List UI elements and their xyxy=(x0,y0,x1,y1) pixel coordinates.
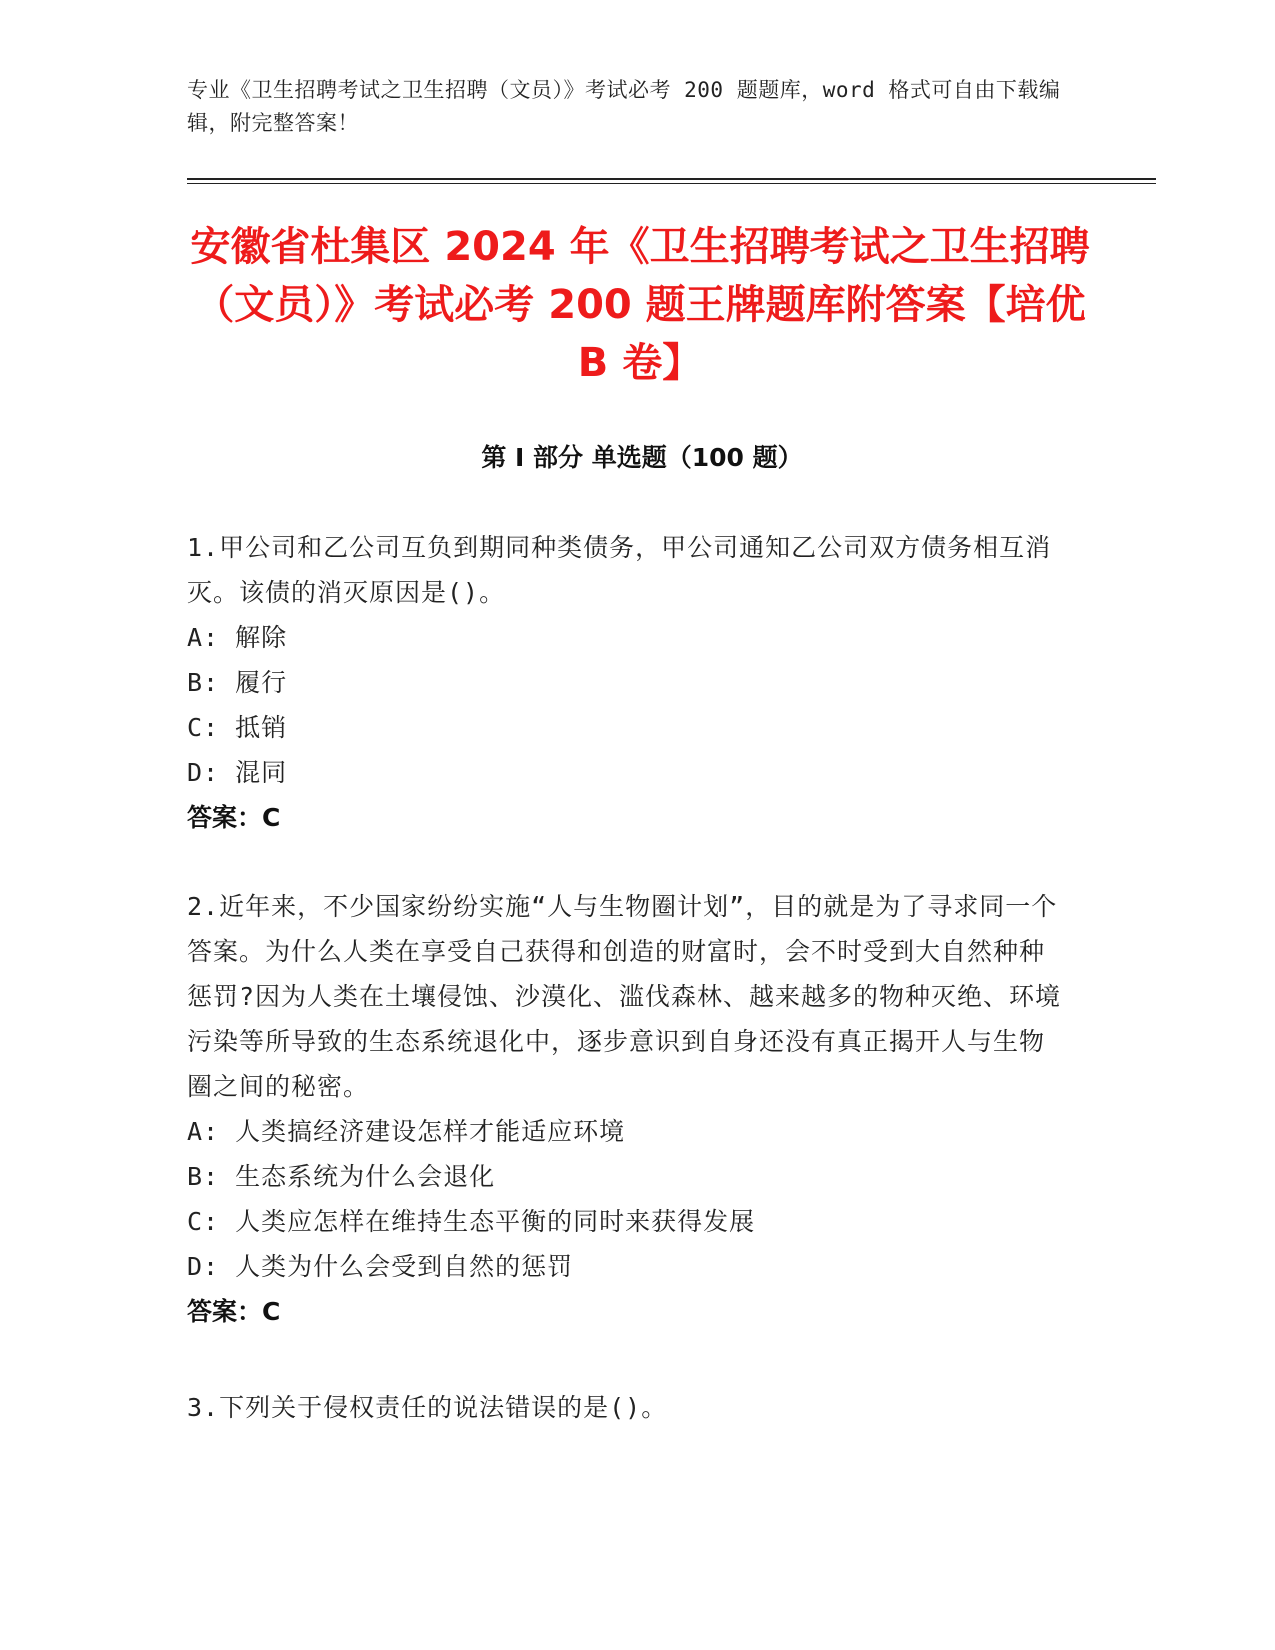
option-d: D: 人类为什么会受到自然的惩罚 xyxy=(187,1252,574,1281)
question-stem: 1.甲公司和乙公司互负到期同种类债务，甲公司通知乙公司双方债务相互消灭。该债的消灭原因是()。 xyxy=(187,533,1052,607)
option-d: D: 混同 xyxy=(187,758,288,787)
header-divider-thick xyxy=(187,178,1156,180)
option-b: B: 履行 xyxy=(187,668,288,697)
option-a: A: 人类搞经济建设怎样才能适应环境 xyxy=(187,1117,626,1146)
section-heading: 第 I 部分 单选题（100 题） xyxy=(481,443,803,472)
question-stem: 3.下列关于侵权责任的说法错误的是()。 xyxy=(187,1393,668,1422)
answer-label: 答案：C xyxy=(187,1297,281,1326)
document-title: 安徽省杜集区 2024 年《卫生招聘考试之卫生招聘（文员）》考试必考 200 题王牌题库附答案【培优 B 卷】 xyxy=(190,224,1090,386)
option-c: C: 抵销 xyxy=(187,713,288,742)
question-stem: 2.近年来，不少国家纷纷实施“人与生物圈计划”，目的就是为了寻求同一个答案。为什么人类在享受自己获得和创造的财富时，会不时受到大自然种种惩罚?因为人类在土壤侵蚀、沙漠化、滥伐森林、越来越多的物种灭绝、环境污染等所导致的生态系统退化中，逐步意识到自身还没有真正揭开人与生物圈之间的秘密。 xyxy=(187,892,1062,1101)
question-item xyxy=(187,525,1067,840)
answer-label: 答案：C xyxy=(187,803,281,832)
header-divider-thin xyxy=(187,183,1156,184)
option-c: C: 人类应怎样在维持生态平衡的同时来获得发展 xyxy=(187,1207,756,1236)
question-item xyxy=(187,1385,1067,1430)
question-item xyxy=(187,884,1067,1334)
option-b: B: 生态系统为什么会退化 xyxy=(187,1162,496,1191)
option-a: A: 解除 xyxy=(187,623,288,652)
header-note: 专业《卫生招聘考试之卫生招聘（文员）》考试必考 200 题题库，word 格式可自由下载编辑，附完整答案！ xyxy=(187,78,1061,135)
